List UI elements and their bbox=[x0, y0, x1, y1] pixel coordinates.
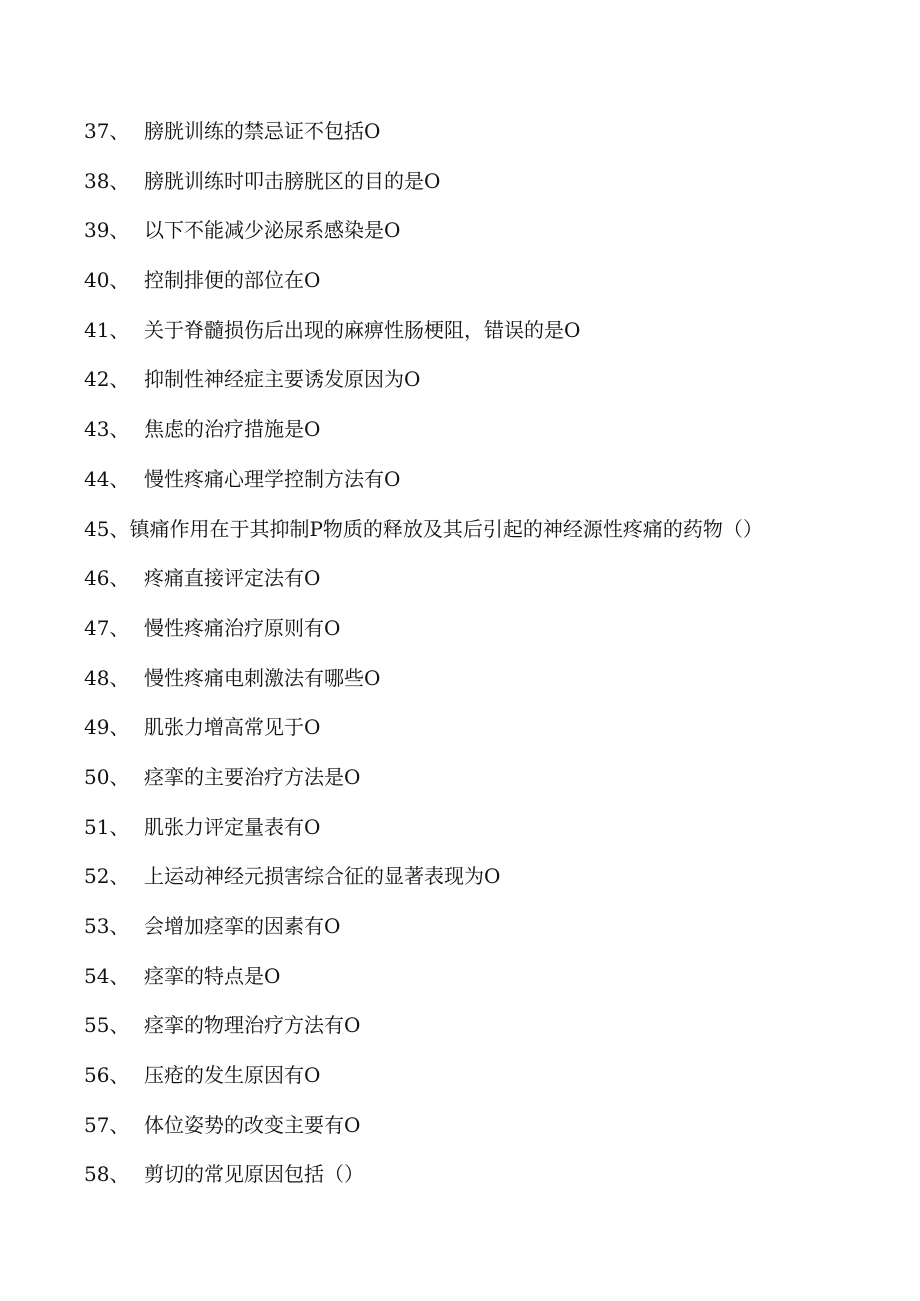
question-number: 42、 bbox=[84, 367, 130, 392]
question-list bbox=[84, 115, 904, 1208]
question-text: 膀胱训练的禁忌证不包括O bbox=[144, 119, 381, 143]
question-text: 痉挛的特点是O bbox=[144, 963, 281, 988]
question-number: 55、 bbox=[84, 1013, 130, 1038]
question-text: 肌张力评定量表有O bbox=[144, 814, 321, 839]
question-item bbox=[84, 1109, 904, 1159]
question-item bbox=[84, 761, 904, 811]
question-item bbox=[84, 910, 904, 960]
question-number: 47、 bbox=[84, 615, 130, 640]
question-text: 以下不能减少泌尿系感染是O bbox=[144, 218, 401, 243]
question-item bbox=[84, 1158, 904, 1208]
question-item bbox=[84, 413, 904, 463]
question-text: 会增加痉挛的因素有O bbox=[144, 914, 341, 938]
question-number: 46、 bbox=[84, 566, 130, 591]
question-text: 上运动神经元损害综合征的显著表现为O bbox=[144, 864, 501, 889]
question-number: 41、 bbox=[84, 317, 130, 342]
question-text: 肌张力增高常见于O bbox=[144, 715, 321, 740]
question-text: 控制排便的部位在O bbox=[144, 268, 321, 293]
question-item bbox=[84, 1059, 904, 1109]
question-text: 压疮的发生原因有O bbox=[144, 1063, 321, 1088]
question-item bbox=[84, 562, 904, 612]
question-text: 痉挛的主要治疗方法是O bbox=[144, 764, 361, 789]
question-text: 关于脊髓损伤后出现的麻痹性肠梗阻，错误的是O bbox=[144, 317, 581, 342]
question-number: 58、 bbox=[84, 1162, 130, 1187]
question-number: 52、 bbox=[84, 864, 130, 889]
question-text: 慢性疼痛电刺激法有哪些O bbox=[144, 665, 381, 690]
question-text: 疼痛直接评定法有O bbox=[144, 566, 321, 591]
question-number: 53、 bbox=[84, 914, 130, 938]
question-text: 膀胱训练时叩击膀胱区的目的是O bbox=[144, 168, 441, 193]
question-item bbox=[84, 165, 904, 215]
question-text: 慢性疼痛心理学控制方法有O bbox=[144, 466, 401, 491]
question-item bbox=[84, 860, 904, 910]
question-number: 38、 bbox=[84, 168, 130, 193]
question-item bbox=[84, 214, 904, 264]
question-text: 痉挛的物理治疗方法有O bbox=[144, 1013, 361, 1038]
question-item bbox=[84, 1009, 904, 1059]
question-text: 慢性疼痛治疗原则有O bbox=[144, 615, 341, 640]
question-number: 43、 bbox=[84, 417, 130, 442]
question-number: 49、 bbox=[84, 715, 130, 740]
question-item bbox=[84, 960, 904, 1010]
question-text: 焦虑的治疗措施是O bbox=[144, 417, 321, 442]
question-text: 镇痛作用在于其抑制P物质的释放及其后引起的神经源性疼痛的药物（） bbox=[129, 516, 763, 541]
question-item bbox=[84, 612, 904, 662]
question-number: 56、 bbox=[84, 1063, 130, 1088]
question-number: 54、 bbox=[84, 963, 130, 988]
question-item bbox=[84, 662, 904, 712]
question-number: 48、 bbox=[84, 665, 130, 690]
question-number: 51、 bbox=[84, 814, 130, 839]
question-text: 抑制性神经症主要诱发原因为O bbox=[144, 367, 421, 392]
question-item bbox=[84, 811, 904, 861]
question-number: 40、 bbox=[84, 268, 130, 293]
question-item bbox=[84, 463, 904, 513]
question-number: 39、 bbox=[84, 218, 130, 243]
question-text: 体位姿势的改变主要有O bbox=[144, 1112, 361, 1137]
question-item bbox=[84, 314, 904, 364]
question-number: 44、 bbox=[84, 466, 130, 491]
question-item bbox=[84, 363, 904, 413]
question-number: 45、 bbox=[84, 516, 130, 541]
question-number: 50、 bbox=[84, 764, 130, 789]
question-text: 剪切的常见原因包括（） bbox=[144, 1162, 364, 1187]
question-number: 37、 bbox=[84, 119, 130, 143]
question-item bbox=[84, 115, 904, 165]
question-item bbox=[84, 711, 904, 761]
question-item bbox=[84, 264, 904, 314]
question-item bbox=[84, 513, 904, 563]
question-number: 57、 bbox=[84, 1112, 130, 1137]
